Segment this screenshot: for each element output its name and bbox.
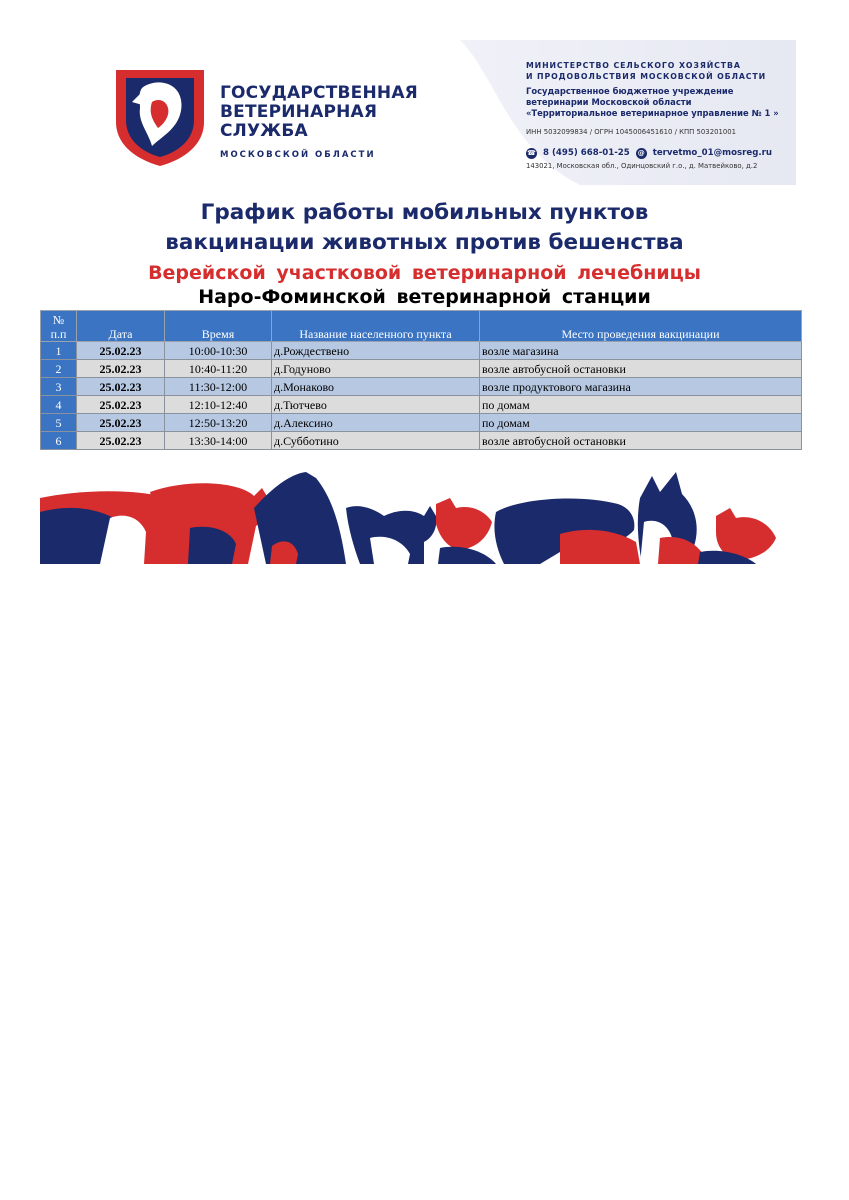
schedule-title-line2: вакцинации животных против бешенства [165,230,684,255]
row-number: 1 [41,342,77,360]
row-number: 3 [41,378,77,396]
row-place: по домам [480,414,802,432]
service-name-line: СЛУЖБА [220,121,308,141]
service-name [220,84,420,141]
table-row [41,342,802,360]
row-date: 25.02.23 [77,378,165,396]
station-name: Наро-Фоминской ветеринарной станции [198,286,651,308]
service-region: МОСКОВСКОЙ ОБЛАСТИ [220,150,376,160]
contacts-row [526,147,791,159]
column-header-number-line: № [52,313,65,327]
vet-service-logo-icon [112,62,208,168]
email-icon: @ [637,148,645,157]
ministry-block [526,60,791,171]
row-date: 25.02.23 [77,360,165,378]
row-settlement: д.Субботино [272,432,480,450]
column-header-date: Дата [77,311,165,342]
vaccination-schedule-table [40,310,802,450]
table-header-row [41,311,802,342]
table-row [41,396,802,414]
row-date: 25.02.23 [77,414,165,432]
clinic-name: Верейской участковой ветеринарной лечебницы [148,262,701,284]
table-row [41,378,802,396]
ministry-line: И ПРОДОВОЛЬСТВИЯ МОСКОВСКОЙ ОБЛАСТИ [526,72,767,81]
service-name-line: ГОСУДАРСТВЕННАЯ [220,83,418,103]
row-time: 12:50-13:20 [165,414,272,432]
table-row [41,360,802,378]
row-date: 25.02.23 [77,396,165,414]
letterhead [40,40,796,185]
row-place: возле автобусной остановки [480,432,802,450]
row-time: 13:30-14:00 [165,432,272,450]
phone-icon: ☎ [527,148,536,157]
row-place: возле автобусной остановки [480,360,802,378]
postal-address: 143021, Московская обл., Одинцовский г.о., д. Матвейково, д.2 [526,162,758,170]
row-number: 5 [41,414,77,432]
email-address: tervetmo_01@mosreg.ru [652,148,772,158]
ministry-line: МИНИСТЕРСТВО СЕЛЬСКОГО ХОЗЯЙСТВА [526,61,741,70]
row-number: 2 [41,360,77,378]
row-time: 12:10-12:40 [165,396,272,414]
column-header-number-line: п.п [50,327,67,341]
row-place: возле продуктового магазина [480,378,802,396]
animal-silhouettes-illustration [40,468,782,564]
column-header-time: Время [165,311,272,342]
table-row [41,414,802,432]
table-row [41,432,802,450]
organization-name [526,86,791,119]
row-time: 10:00-10:30 [165,342,272,360]
row-time: 10:40-11:20 [165,360,272,378]
row-time: 11:30-12:00 [165,378,272,396]
row-settlement: д.Тютчево [272,396,480,414]
schedule-title-line1: График работы мобильных пунктов [200,200,649,225]
org-line: ветеринарии Московской области [526,97,692,107]
row-number: 6 [41,432,77,450]
row-place: возле магазина [480,342,802,360]
row-settlement: д.Алексино [272,414,480,432]
row-number: 4 [41,396,77,414]
service-name-line: ВЕТЕРИНАРНАЯ [220,102,378,122]
row-settlement: д.Рождествено [272,342,480,360]
row-settlement: д.Монаково [272,378,480,396]
row-date: 25.02.23 [77,342,165,360]
row-settlement: д.Годуново [272,360,480,378]
row-date: 25.02.23 [77,432,165,450]
org-line: Государственное бюджетное учреждение [526,86,734,96]
row-place: по домам [480,396,802,414]
column-header-settlement: Название населенного пункта [272,311,480,342]
column-header-number [41,311,77,342]
org-line: «Территориальное ветеринарное управление № 1 » [526,108,779,118]
column-header-place: Место проведения вакцинации [480,311,802,342]
registration-ids: ИНН 5032099834 / ОГРН 1045006451610 / КПП 503201001 [526,128,736,136]
phone-number: 8 (495) 668-01-25 [543,148,630,158]
